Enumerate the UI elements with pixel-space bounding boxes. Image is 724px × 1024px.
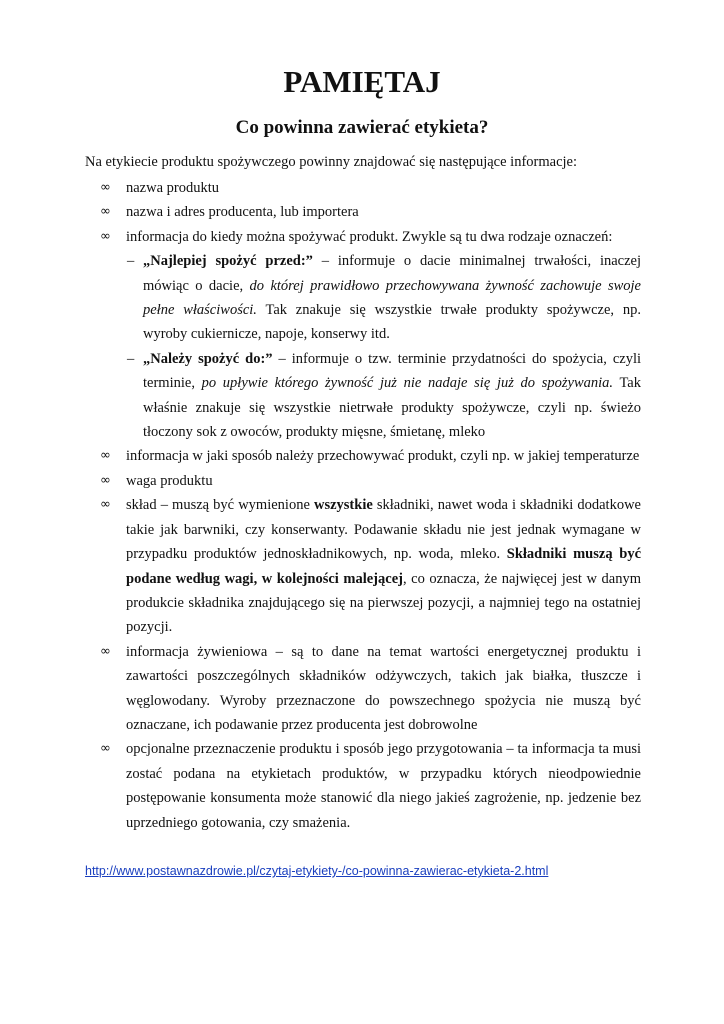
source-link[interactable]: http://www.postawnazdrowie.pl/czytaj-etykiety-/co-powinna-zawierac-etykieta-2.html [85, 864, 549, 878]
infinity-bullet-icon: ∞ [100, 228, 111, 244]
item-text: opcjonalne przeznaczenie produktu i sposób jego przygotowania – ta informacja ta musi zostać podana na etykietach produktów, w przypadku których nieodpowiednie postępowanie konsumenta może stanowić dla niego jakieś zagrożenie, np. jedzenie bez uprzedniego gotowania, czy smażenia. [126, 741, 641, 831]
list-item-expiry [85, 225, 641, 249]
best-before-text: – informuje o dacie minimalnej trwałości, inaczej mówiąc o dacie, [143, 253, 641, 294]
ingredients-order-rule: Składniki muszą być podane według wagi, w kolejności malejącej [126, 546, 641, 587]
infinity-bullet-icon: ∞ [100, 472, 111, 488]
best-before-definition: do której prawidłowo przechowywana żywność zachowuje swoje pełne właściwości. [143, 277, 641, 319]
list-item-name [85, 176, 641, 200]
sublist-item-best-before [85, 249, 641, 347]
use-by-text: – informuje o tzw. terminie przydatności do spożycia, czyli terminie, [143, 350, 642, 392]
list-item-optional [85, 737, 641, 835]
infinity-bullet-icon: ∞ [100, 204, 111, 220]
item-text: informacja w jaki sposób należy przechowywać produkt, czyli np. w jakiej temperaturze [126, 448, 640, 465]
ingredients-emphasis: wszystkie [313, 497, 373, 514]
list-item-storage [85, 444, 641, 468]
item-text: waga produktu [126, 472, 213, 489]
dash-bullet: – [127, 253, 135, 270]
use-by-definition: po upływie którego żywność już nie nadaje się już do spożywania. [201, 375, 614, 392]
item-text: nazwa i adres producenta, lub importera [126, 204, 359, 221]
info-list [85, 176, 641, 835]
ingredients-text: , co oznacza, że najwięcej jest w danym produkcie składnika znajdującego się na pierwszej pozycji, a najmniej tego na ostatniej pozycji. [126, 570, 641, 636]
item-text: informacja do kiedy można spożywać produkt. Zwykle są tu dwa rodzaje oznaczeń: [126, 228, 613, 245]
best-before-label: „Najlepiej spożyć przed:” [143, 253, 313, 270]
sublist-item-use-by [85, 347, 641, 445]
infinity-bullet-icon: ∞ [100, 448, 111, 464]
ingredients-text: składniki, nawet woda i składniki dodatkowe takie jak barwniki, czy konserwanty. Podawanie składu nie jest jednak wymagane w przypadku produktów jednoskładnikowych, np. woda, mleko. [126, 497, 641, 563]
list-item-ingredients [85, 493, 641, 639]
use-by-examples: Tak właśnie znakuje się wszystkie nietrwałe produkty spożywcze, czyli np. świeżo tłoczony sok z owoców, produkty mięsne, śmietanę, mleko [143, 375, 641, 441]
best-before-examples: Tak znakuje się wszystkie trwałe produkty spożywcze, np. wyroby cukiernicze, napoje, konserwy itd. [143, 302, 641, 343]
dash-bullet: – [127, 350, 135, 367]
item-text: informacja żywieniowa – są to dane na temat wartości energetycznej produktu i zawartości poszczególnych składników odżywczych, takich jak białka, tłuszcze i węglowodany. Wyroby przeznaczone do powszechnego spożycia nie muszą być oznaczane, ich podawanie przez producenta jest dobrowolne [126, 643, 641, 733]
infinity-bullet-icon: ∞ [100, 643, 111, 659]
list-item-nutrition [85, 640, 641, 738]
list-item-weight [85, 469, 641, 493]
use-by-label: „Należy spożyć do:” [143, 350, 273, 367]
list-item-producer [85, 200, 641, 224]
item-text: nazwa produktu [126, 180, 220, 196]
ingredients-text: skład – muszą być wymienione [126, 497, 314, 514]
page-title: PAMIĘTAJ [283, 64, 441, 99]
infinity-bullet-icon: ∞ [100, 497, 111, 513]
intro-paragraph: Na etykiecie produktu spożywczego powinny znajdować się następujące informacje: [85, 154, 578, 170]
page-subtitle: Co powinna zawierać etykieta? [235, 117, 489, 138]
infinity-bullet-icon: ∞ [100, 741, 111, 757]
infinity-bullet-icon: ∞ [100, 180, 111, 195]
